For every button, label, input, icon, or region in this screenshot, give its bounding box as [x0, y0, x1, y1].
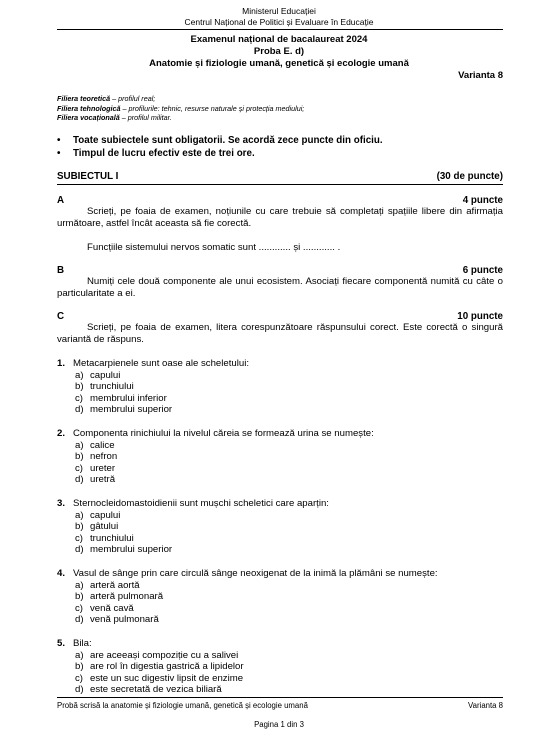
option-key: a) — [75, 439, 84, 451]
answer-option — [75, 544, 172, 556]
answer-option — [75, 440, 115, 452]
header-center: Centrul Național de Politici și Evaluare în Educație — [184, 17, 374, 27]
option-key: b) — [75, 661, 84, 672]
question-number: 1. — [57, 358, 66, 369]
question — [57, 638, 92, 650]
instruction-text: Timpul de lucru efectiv este de trei ore. — [73, 148, 255, 159]
answer-option — [75, 521, 118, 533]
option-text: uretră — [90, 474, 116, 485]
section-letter: B — [57, 265, 65, 276]
answer-option — [75, 533, 134, 545]
option-key: d) — [75, 544, 84, 555]
option-key: c) — [75, 672, 83, 684]
footer-subject: Probă scrisă la anatomie și fiziologie umană, genetică și ecologie umană — [57, 701, 308, 710]
footer-divider — [57, 697, 503, 698]
filiera-label: Filiera teoretică — [57, 94, 111, 103]
section-points: 4 puncte — [462, 195, 503, 206]
question — [57, 498, 329, 510]
option-key: b) — [75, 521, 84, 532]
filiera-detail: – profilul real; — [110, 94, 156, 103]
exam-subject: Anatomie și fiziologie umană, genetică și ecologie umană — [149, 58, 409, 69]
answer-option — [75, 381, 134, 393]
option-key: b) — [75, 591, 84, 602]
answer-option — [75, 370, 120, 382]
filiera-detail: – profilul militar. — [119, 113, 172, 122]
section-a-statement: Funcțiile sistemului nervos somatic sunt ............ și ............ . — [87, 242, 341, 253]
answer-option — [75, 463, 115, 475]
option-text: membrului inferior — [90, 392, 167, 404]
option-text: nefron — [90, 451, 118, 462]
question-text: Metacarpienele sunt oase ale scheletului: — [73, 358, 249, 369]
answer-option — [75, 684, 222, 696]
footer-variant: Varianta 8 — [468, 701, 503, 710]
section-a-text — [57, 206, 503, 230]
option-text: venă pulmonară — [90, 614, 159, 625]
instruction-bullet — [57, 148, 255, 160]
option-text: venă cavă — [90, 602, 134, 614]
subject-header — [57, 171, 503, 185]
option-text: arteră aortă — [90, 579, 140, 591]
option-key: d) — [75, 404, 84, 415]
option-text: capului — [90, 509, 121, 521]
option-key: a) — [75, 649, 84, 661]
filiera-label: Filiera tehnologică — [57, 103, 121, 113]
section-points: 10 puncte — [457, 311, 503, 322]
bullet-icon: • — [57, 135, 61, 146]
filiera-detail: – profilurile: tehnic, resurse naturale și protecția mediului; — [120, 103, 305, 113]
option-text: calice — [90, 439, 115, 451]
question-number: 3. — [57, 498, 66, 509]
option-key: a) — [75, 369, 84, 381]
option-text: are aceeași compoziție cu a salivei — [90, 649, 239, 661]
question-text: Componenta rinichiului la nivelul căreia se formează urina se numește: — [73, 428, 374, 439]
subject-points: (30 de puncte) — [436, 171, 503, 182]
filiera-line — [57, 113, 172, 123]
answer-option — [75, 404, 172, 416]
answer-option — [75, 474, 115, 486]
question-text: Bila: — [73, 638, 92, 649]
option-text: este secretată de vezica biliară — [90, 684, 222, 695]
section-letter: C — [57, 311, 65, 322]
section-c-instruction: Scrieți, pe foaia de examen, litera corespunzătoare răspunsului corect. Este corectă o singură variantă de răspuns. — [57, 322, 503, 345]
answer-option — [75, 591, 163, 603]
question-number: 4. — [57, 568, 66, 579]
header-ministry: Ministerul Educației — [242, 6, 316, 16]
answer-option — [75, 451, 117, 463]
option-key: c) — [75, 602, 83, 614]
option-key: d) — [75, 684, 84, 695]
filiera-line — [57, 94, 155, 104]
answer-option — [75, 580, 140, 592]
exam-variant: Varianta 8 — [458, 70, 503, 81]
option-text: trunchiului — [90, 532, 134, 544]
answer-option — [75, 393, 167, 405]
question — [57, 358, 249, 370]
question-text: Sternocleidomastoidienii sunt mușchi scheletici care aparțin: — [73, 498, 329, 509]
subject-title: SUBIECTUL I — [57, 171, 119, 182]
option-key: c) — [75, 392, 83, 404]
filiera-label: Filiera vocațională — [57, 113, 120, 122]
section-points: 6 puncte — [462, 265, 503, 276]
exam-title: Examenul național de bacalaureat 2024 — [190, 34, 368, 45]
answer-option — [75, 650, 238, 662]
answer-option — [75, 673, 243, 685]
option-text: gâtului — [90, 521, 119, 532]
section-a-statement-line — [57, 242, 503, 254]
section-letter: A — [57, 195, 65, 206]
option-text: ureter — [90, 462, 116, 474]
option-text: este un suc digestiv lipsit de enzime — [90, 672, 244, 684]
option-key: c) — [75, 462, 83, 474]
option-key: b) — [75, 451, 84, 462]
option-key: b) — [75, 381, 84, 392]
section-a-instruction: Scrieți, pe foaia de examen, noțiunile cu care trebuie să completați spațiile libere din afirmația următoare, astfel încât aceasta să fie corectă. — [57, 206, 503, 229]
option-text: membrului superior — [90, 404, 173, 415]
question-number: 2. — [57, 428, 66, 439]
option-key: a) — [75, 579, 84, 591]
section-b-instruction: Numiți cele două componente ale unui ecosistem. Asociați fiecare componentă numită cu câte o particularitate a ei. — [57, 276, 503, 299]
header-divider — [57, 29, 503, 30]
option-text: membrului superior — [90, 544, 173, 555]
option-text: trunchiului — [90, 381, 134, 392]
option-text: are rol în digestia gastrică a lipidelor — [90, 661, 244, 672]
exam-proba: Proba E. d) — [253, 46, 305, 57]
instruction-text: Toate subiectele sunt obligatorii. Se acordă zece puncte din oficiu. — [73, 135, 383, 146]
option-text: arteră pulmonară — [90, 591, 164, 602]
question-number: 5. — [57, 638, 66, 649]
filiera-line — [57, 104, 304, 114]
answer-option — [75, 603, 134, 615]
question-text: Vasul de sânge prin care circulă sânge neoxigenat de la inimă la plămâni se numește: — [73, 568, 438, 579]
option-key: c) — [75, 532, 83, 544]
section-c-text — [57, 322, 503, 346]
option-key: a) — [75, 509, 84, 521]
option-key: d) — [75, 614, 84, 625]
page-number: Pagina 1 din 3 — [254, 720, 304, 729]
section-b-text — [57, 276, 503, 300]
option-text: capului — [90, 369, 121, 381]
question — [57, 428, 374, 440]
option-key: d) — [75, 474, 84, 485]
bullet-icon: • — [57, 148, 61, 159]
answer-option — [75, 661, 244, 673]
answer-option — [75, 614, 159, 626]
question — [57, 568, 438, 580]
instruction-bullet — [57, 135, 383, 147]
answer-option — [75, 510, 120, 522]
